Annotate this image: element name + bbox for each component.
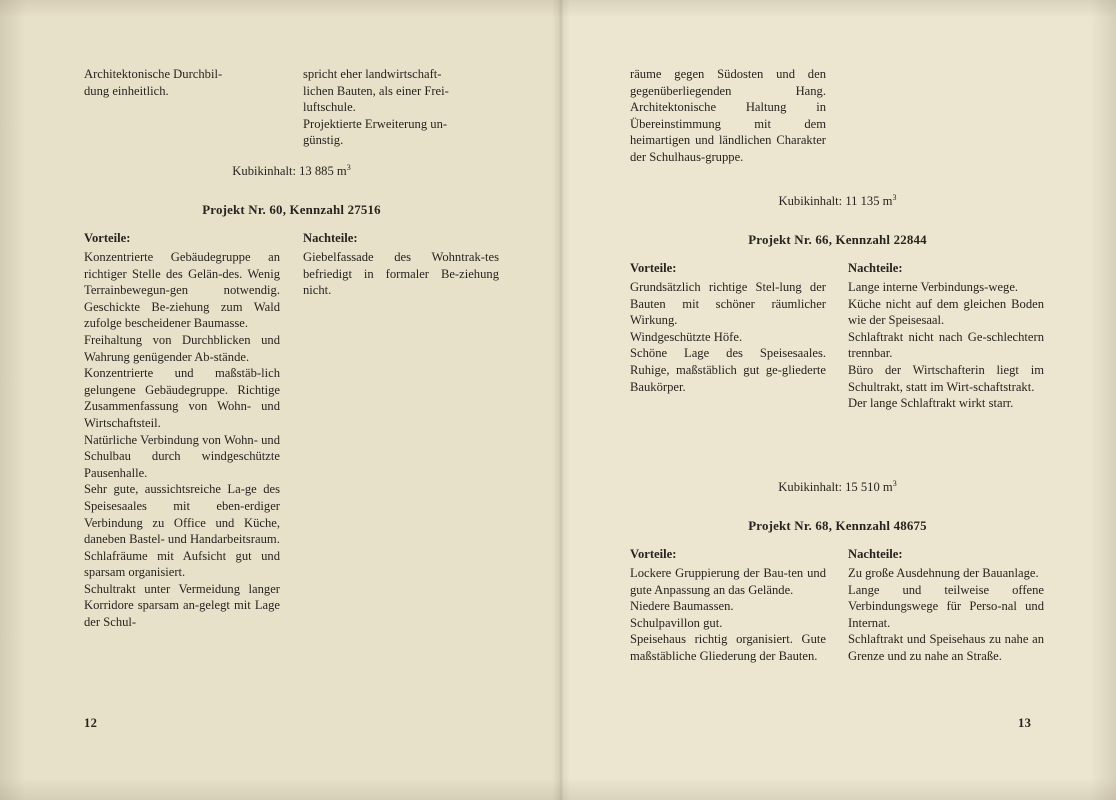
paragraph: Konzentrierte Gebäudegruppe an richtiger Stelle des Gelän-des. Wenig Terrainbewegun-gen notwendig. Geschickte Be-ziehung zum Wald zufolge bescheidener Baumasse. — [84, 250, 280, 331]
paragraph: lichen Bauten, als einer Frei- — [303, 83, 449, 98]
right-kubikinhalt-1-value: 11 135 m — [845, 194, 893, 209]
right-kubikinhalt-2 — [630, 479, 1045, 495]
paragraph: Der lange Schlaftrakt wirkt starr. — [848, 396, 1014, 411]
paragraph: Küche nicht auf dem gleichen Boden wie der Speisesaal. — [848, 296, 1044, 328]
paragraph: Sehr gute, aussichtsreiche La-ge des Speisesaales mit eben-erdiger Verbindung zu Office und Küche, daneben Bastel- und Handarbeitsraum. — [84, 482, 280, 547]
right-kubikinhalt-1-exponent: 3 — [892, 193, 897, 202]
paragraph: Schultrakt unter Vermeidung langer Korridore sparsam an-gelegt mit Lage der Schul- — [84, 581, 280, 630]
paragraph: spricht eher landwirtschaft- — [303, 67, 442, 81]
left-project-title: Projekt Nr. 60, Kennzahl 27516 — [202, 203, 381, 217]
left-vorteile-text — [84, 249, 280, 631]
left-nachteile-heading: Nachteile: — [303, 231, 358, 245]
paragraph: Grundsätzlich richtige Stel-lung der Bauten mit schöner räumlicher Wirkung. — [630, 280, 826, 328]
paragraph: Architektonische Durchbil- — [84, 67, 223, 81]
paragraph: Schlaftrakt und Speisehaus zu nahe an Grenze und zu nahe an Straße. — [848, 632, 1044, 663]
right-vorteile-text-1 — [630, 279, 826, 395]
paragraph: Schlafräume mit Aufsicht gut und sparsam organisiert. — [84, 548, 280, 580]
right-kubikinhalt-2-exponent: 3 — [892, 479, 897, 488]
right-vorteile-text-2 — [630, 565, 826, 665]
paragraph: günstig. — [303, 133, 344, 148]
paragraph: Lockere Gruppierung der Bau-ten und gute Anpassung an das Gelände. — [630, 566, 826, 597]
paragraph: Büro der Wirtschafterin liegt im Schultrakt, statt im Wirt-schaftstrakt. — [848, 362, 1044, 394]
paragraph: dung einheitlich. — [84, 83, 169, 98]
paragraph: Schöne Lage des Speisesaales. Ruhige, maßstäblich gut ge-gliederte Baukörper. — [630, 346, 826, 394]
right-project-title-1: Projekt Nr. 66, Kennzahl 22844 — [748, 233, 927, 247]
right-kubikinhalt-2-label: Kubikinhalt: — [778, 480, 842, 495]
left-kubikinhalt-1-exponent: 3 — [346, 163, 351, 172]
paragraph: Niedere Baumassen. — [630, 599, 734, 614]
right-nachteile-heading-2: Nachteile: — [848, 547, 903, 561]
right-vorteile-heading-1: Vorteile: — [630, 261, 677, 275]
left-column-2-continuation — [303, 66, 499, 149]
right-vorteile-heading-2: Vorteile: — [630, 547, 677, 561]
right-project-title-2: Projekt Nr. 68, Kennzahl 48675 — [748, 519, 927, 533]
paragraph: luftschule. — [303, 100, 356, 115]
left-kubikinhalt-1 — [84, 163, 499, 179]
paragraph: Natürliche Verbindung von Wohn- und Schulbau durch windgeschützte Pausenhalle. — [84, 432, 280, 480]
paragraph: Freihaltung von Durchblicken und Wahrung genügender Ab-stände. — [84, 332, 280, 364]
right-kubikinhalt-2-value: 15 510 m — [845, 480, 893, 495]
right-nachteile-text-2 — [848, 565, 1044, 665]
paragraph: Projektierte Erweiterung un- — [303, 116, 448, 131]
right-nachteile-heading-1: Nachteile: — [848, 261, 903, 275]
left-kubikinhalt-1-value: 13 885 m — [299, 164, 347, 179]
right-kubikinhalt-1 — [630, 193, 1045, 209]
right-nachteile-text-1 — [848, 279, 1044, 412]
paragraph: Lange interne Verbindungs-wege. — [848, 280, 1019, 294]
right-column-1-continuation: räume gegen Südosten und den gegenüberliegenden Hang. Architektonische Haltung in Übereinstimmung mit dem heimartigen und ländlichen Charakter der Schulhaus-gruppe. — [630, 67, 826, 164]
paragraph: Zu große Ausdehnung der Bauanlage. — [848, 566, 1039, 580]
paragraph: Speisehaus richtig organisiert. Gute maßstäbliche Gliederung der Bauten. — [630, 632, 826, 663]
left-vorteile-heading: Vorteile: — [84, 231, 131, 245]
folio-right: 13 — [1018, 716, 1032, 730]
left-column-1-continuation — [84, 66, 280, 99]
paragraph: Windgeschützte Höfe. — [630, 329, 743, 344]
right-kubikinhalt-1-label: Kubikinhalt: — [778, 194, 843, 209]
left-nachteile-text: Giebelfassade des Wohntrak-tes befriedigt in formaler Be-ziehung nicht. — [303, 250, 499, 298]
left-kubikinhalt-1-label: Kubikinhalt: — [232, 164, 296, 179]
paragraph: Schulpavillon gut. — [630, 615, 723, 630]
folio-left: 12 — [84, 716, 98, 730]
paragraph: Lange und teilweise offene Verbindungswege für Perso-nal und Internat. — [848, 582, 1044, 630]
paragraph: Konzentrierte und maßstäb-lich gelungene Gebäudegruppe. Richtige Zusammenfassung von Wohn- und Wirtschaftsteil. — [84, 366, 280, 430]
paragraph: Schlaftrakt nicht nach Ge-schlechtern trennbar. — [848, 329, 1044, 361]
